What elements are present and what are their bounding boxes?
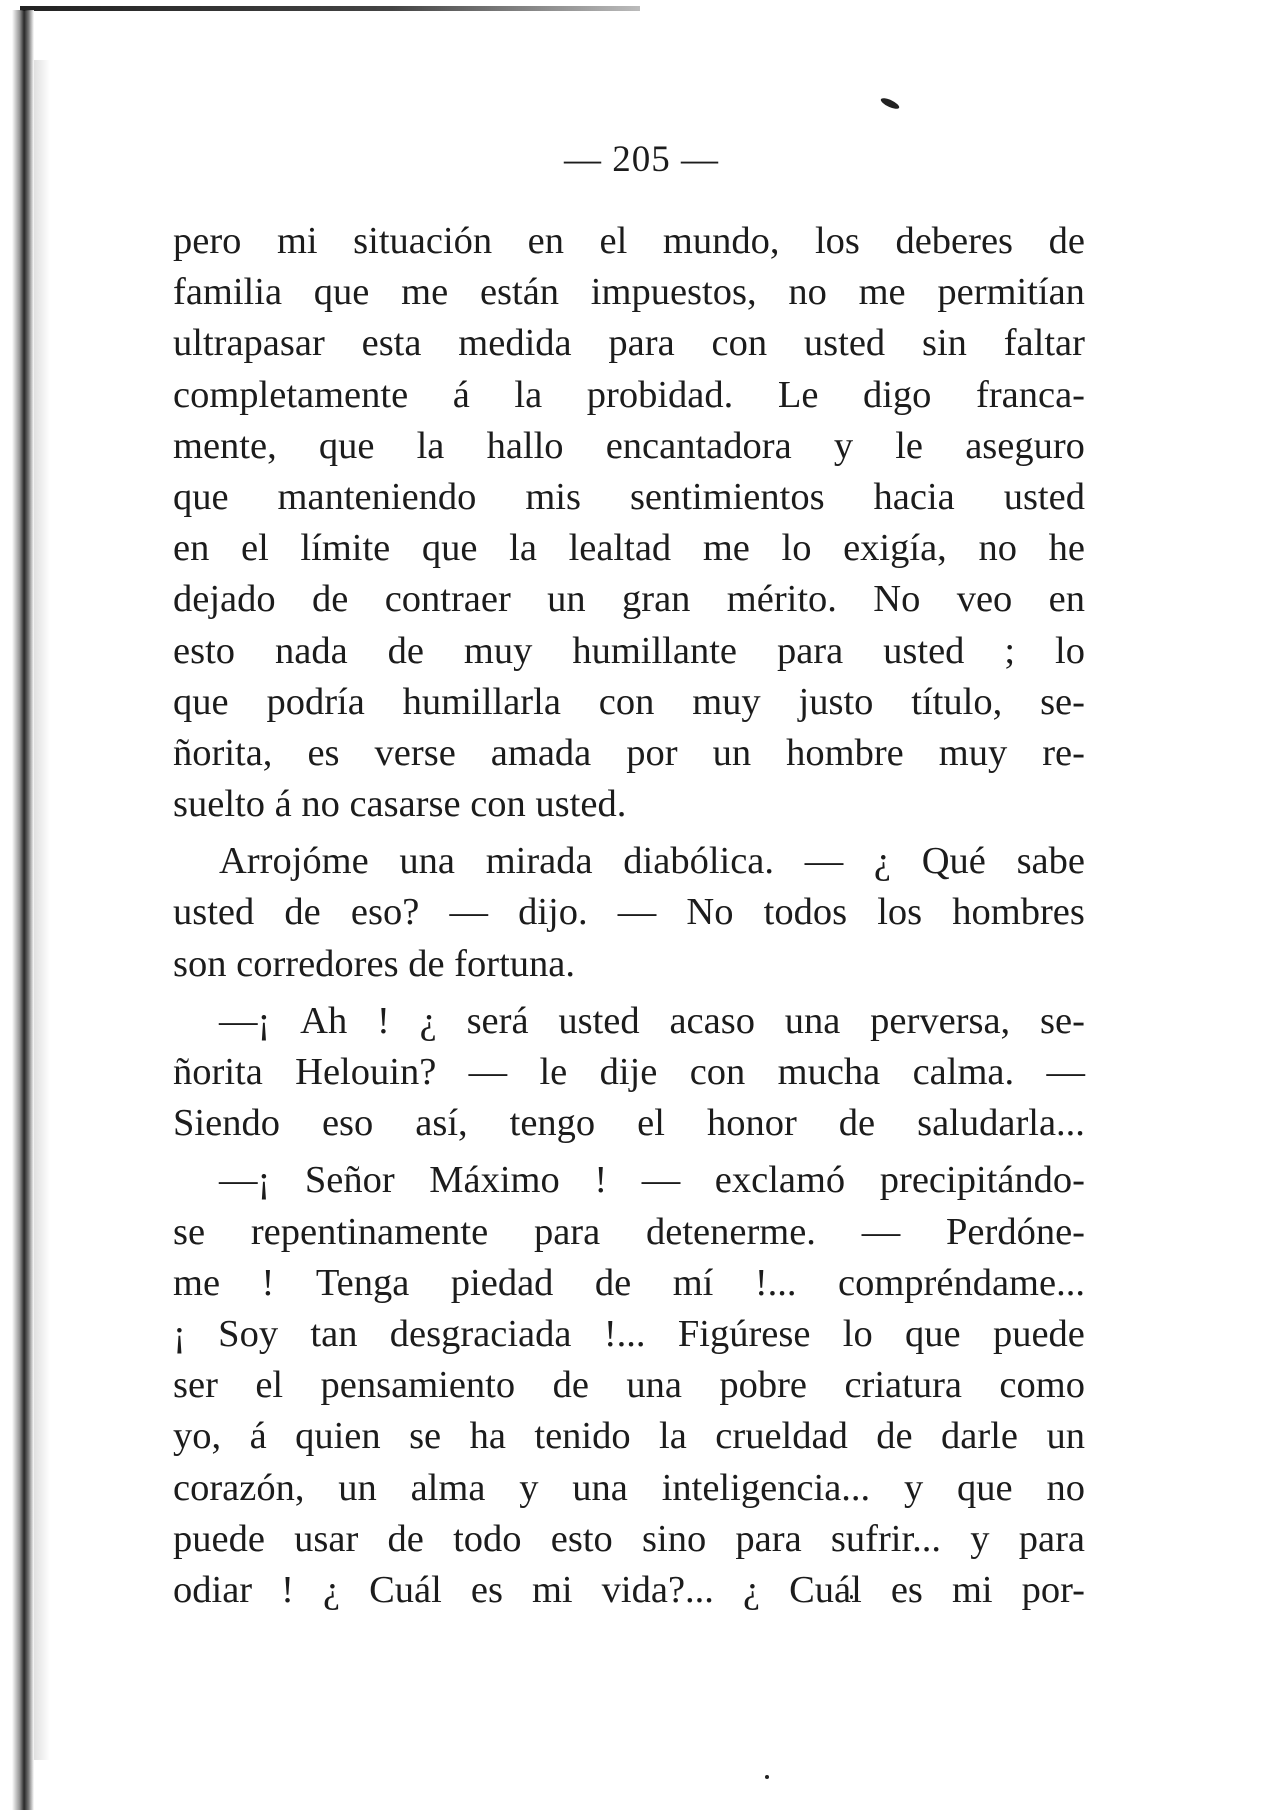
word: Ah [300, 999, 348, 1042]
word: de [552, 1364, 589, 1407]
word: acaso [669, 999, 755, 1042]
word: ! [377, 999, 390, 1042]
word: usted [883, 629, 965, 672]
word: muy [938, 731, 1008, 774]
word: será [466, 999, 529, 1042]
text-line [173, 472, 1085, 523]
word: la [509, 527, 537, 570]
word: Cuál [369, 1568, 442, 1611]
word: odiar [173, 1568, 253, 1611]
word: sentimientos [629, 475, 825, 518]
word: permitían [937, 271, 1085, 314]
word: no [788, 271, 827, 314]
word: dije [599, 1051, 658, 1093]
word: calma. [912, 1051, 1015, 1093]
word: muy [463, 629, 533, 672]
word: gran [622, 578, 691, 621]
word: una [784, 999, 841, 1042]
word: lo [842, 1312, 873, 1355]
word: — [641, 1159, 681, 1202]
word: ¿ [873, 840, 892, 883]
word: se [173, 1210, 206, 1253]
word: de [387, 629, 424, 672]
word: que [957, 1466, 1013, 1509]
word: usted [1003, 475, 1085, 518]
word: Siendo [173, 1102, 280, 1145]
word: son [173, 942, 237, 985]
word: puede [173, 1517, 265, 1560]
text-line [173, 370, 1085, 421]
word: lo [1055, 629, 1085, 672]
text-line [173, 626, 1085, 677]
word: ¡ [173, 1312, 186, 1355]
word: límite [300, 527, 391, 570]
word: ha [469, 1415, 506, 1458]
word: justo [798, 680, 874, 723]
word: ¿ [419, 999, 437, 1042]
text-line [173, 939, 1085, 990]
word: ñorita [173, 1051, 263, 1093]
word: mis [525, 475, 581, 518]
word: ! [594, 1159, 608, 1202]
word: !... [754, 1261, 797, 1304]
word: diabólica. [623, 840, 775, 883]
word: me [858, 271, 906, 314]
text-line [173, 267, 1085, 318]
word: mucha [777, 1051, 881, 1093]
text-line [173, 1155, 1085, 1206]
word: de [408, 942, 455, 985]
word: mérito. [726, 578, 837, 621]
word: en [173, 527, 210, 570]
word: en [1048, 578, 1085, 621]
text-line [173, 1309, 1085, 1360]
word: digo [862, 373, 932, 416]
text-line [173, 1360, 1085, 1411]
word: es [307, 731, 340, 774]
word: para [776, 629, 844, 672]
word: y [903, 1466, 924, 1509]
text-line [173, 1258, 1085, 1309]
word: de [387, 1517, 424, 1560]
ink-speck [879, 96, 900, 111]
text-line [173, 318, 1085, 369]
word: Helouin? [295, 1051, 437, 1093]
word: corazón, [173, 1466, 305, 1509]
word: para [1018, 1517, 1085, 1560]
word: crueldad [715, 1415, 848, 1458]
word: á [274, 783, 302, 826]
word: esta [361, 322, 422, 365]
word: — [804, 840, 844, 883]
word: por [626, 731, 678, 774]
text-line [173, 523, 1085, 574]
word: con [470, 783, 536, 826]
word: exigía, [843, 527, 947, 570]
word: — [468, 1051, 508, 1093]
ink-speck [765, 1775, 769, 1779]
word: con [598, 680, 655, 723]
word: corredores [236, 942, 409, 985]
word: pobre [719, 1364, 808, 1407]
word: suelto [173, 783, 275, 826]
word: !... [603, 1312, 646, 1355]
word: — [617, 891, 657, 934]
word: veo [956, 578, 1013, 621]
word: criatura [844, 1364, 962, 1407]
word: muy [692, 680, 761, 723]
word: por- [1021, 1568, 1085, 1611]
word: de [838, 1102, 876, 1145]
word: dejado [173, 578, 276, 621]
word: de [594, 1261, 632, 1304]
word: un [338, 1466, 377, 1509]
word: con [711, 322, 768, 365]
word: mundo, [662, 220, 780, 262]
word: sino [642, 1517, 707, 1560]
text-line [173, 216, 1085, 267]
word: en [527, 220, 565, 262]
word: el [240, 527, 269, 570]
word: usar [294, 1517, 359, 1560]
word: mi [276, 220, 318, 262]
word: impuestos, [590, 271, 757, 314]
word: Cuál [789, 1568, 862, 1611]
word: he [1048, 527, 1085, 570]
word: encantadora [605, 424, 792, 467]
word: ! [261, 1261, 275, 1304]
word: No [686, 891, 734, 934]
word: alma [410, 1466, 486, 1509]
word: pero [173, 220, 242, 262]
word: le [539, 1051, 568, 1093]
word: verse [374, 731, 456, 774]
word: tan [310, 1312, 358, 1355]
page-number: — 205 — [564, 139, 719, 180]
word: ser [173, 1364, 218, 1407]
word: fortuna. [454, 942, 575, 985]
word: título, [911, 680, 1003, 723]
text-line [173, 1411, 1085, 1462]
word: situación [353, 220, 493, 262]
word: que [313, 271, 370, 314]
word: honor [706, 1102, 797, 1145]
text-line [173, 779, 1085, 830]
word: lo [781, 527, 812, 570]
text-line [173, 1463, 1085, 1514]
word: re- [1042, 731, 1085, 774]
word: y [833, 424, 854, 467]
word: ultrapasar [173, 322, 325, 365]
word: podría [266, 680, 365, 723]
word: esto [550, 1517, 613, 1560]
word: puede [992, 1312, 1085, 1355]
word: tengo [509, 1102, 596, 1145]
word: — [861, 1210, 901, 1253]
word: sin [921, 322, 967, 365]
text-line [173, 677, 1085, 728]
word: una [626, 1364, 682, 1407]
text-line [173, 996, 1085, 1047]
text-line [173, 1514, 1085, 1565]
word: completamente [173, 373, 409, 416]
text-line [173, 728, 1085, 779]
word: hombre [786, 731, 904, 774]
word: mi [951, 1568, 993, 1611]
word: que [173, 680, 229, 723]
word: familia [173, 271, 283, 314]
word: todos [763, 891, 848, 934]
word: ¿ [742, 1568, 761, 1611]
binding-edge [12, 10, 34, 1810]
word: usted [803, 322, 886, 365]
word: mirada [485, 840, 593, 883]
word: la [416, 424, 445, 467]
word: probidad. [586, 373, 734, 416]
word: un [1046, 1415, 1085, 1458]
word: Soy [218, 1312, 279, 1355]
text-line [173, 887, 1085, 938]
word: y [970, 1517, 990, 1560]
word: saludarla... [917, 1102, 1085, 1145]
word: Máximo [429, 1159, 560, 1202]
word: hacia [873, 475, 955, 518]
word: mí [672, 1261, 714, 1304]
text-line [173, 421, 1085, 472]
word: darle [941, 1415, 1018, 1458]
word: para [735, 1517, 802, 1560]
word: humillante [572, 629, 737, 672]
word: franca- [976, 373, 1085, 416]
word: me [401, 271, 449, 314]
text-line [173, 1207, 1085, 1258]
word: que [173, 475, 229, 518]
word: para [533, 1210, 601, 1253]
word: el [637, 1102, 665, 1145]
binding-shadow [34, 60, 50, 1760]
word: desgraciada [389, 1312, 572, 1355]
word: —¡ [219, 999, 271, 1042]
word: Qué [921, 840, 986, 883]
word: que [905, 1312, 961, 1355]
word: Figúrese [677, 1312, 811, 1355]
word: como [999, 1364, 1085, 1407]
word: el [255, 1364, 284, 1407]
word: ! [281, 1568, 294, 1611]
text-line [173, 1047, 1085, 1098]
word: faltar [1003, 322, 1085, 365]
word: lealtad [568, 527, 672, 570]
word: le [895, 424, 924, 467]
word: un [712, 731, 752, 774]
word: un [547, 578, 586, 621]
word: es [890, 1568, 923, 1611]
word: — [1046, 1051, 1085, 1093]
word: eso [321, 1102, 374, 1145]
word: perversa, [870, 999, 1011, 1042]
word: casarse [349, 783, 471, 826]
word: Perdóne- [946, 1210, 1085, 1253]
word: están [479, 271, 560, 314]
text-line [173, 574, 1085, 625]
word: á [452, 373, 470, 416]
word: manteniendo [277, 475, 477, 518]
word: á [249, 1415, 267, 1458]
word: hallo [486, 424, 564, 467]
word: tenido [534, 1415, 631, 1458]
word: todo [453, 1517, 522, 1560]
word: los [814, 220, 860, 262]
word: humillarla [402, 680, 561, 723]
word: se- [1040, 680, 1085, 723]
text-line [173, 1098, 1085, 1149]
word: de [284, 891, 321, 934]
word: de [876, 1415, 913, 1458]
word: exclamó [714, 1159, 846, 1202]
word: eso? [350, 891, 420, 934]
word: Señor [304, 1159, 395, 1202]
text-line [173, 1565, 1085, 1616]
word: nada [274, 629, 348, 672]
word: ¿ [323, 1568, 341, 1611]
word: esto [173, 629, 236, 672]
word: Le [777, 373, 819, 416]
word: la [659, 1415, 687, 1458]
word: deberes [895, 220, 1014, 262]
word: yo, [173, 1415, 222, 1458]
word: no [978, 527, 1017, 570]
word: compréndame... [838, 1261, 1085, 1304]
word: sufrir... [830, 1517, 942, 1560]
word: contraer [384, 578, 511, 621]
word: No [873, 578, 921, 621]
word: mi [531, 1568, 573, 1611]
word: se [409, 1415, 442, 1458]
word: la [514, 373, 543, 416]
word: inteligencia... [661, 1466, 871, 1509]
word: de [311, 578, 349, 621]
word: ñorita, [173, 731, 273, 774]
word: repentinamente [250, 1210, 489, 1253]
word: usted [558, 999, 640, 1042]
word: y [519, 1466, 539, 1509]
word: los [877, 891, 923, 934]
word: precipitándo- [879, 1159, 1085, 1202]
word: quien [295, 1415, 381, 1458]
word: el [599, 220, 628, 262]
word: piedad [450, 1261, 554, 1304]
word: aseguro [965, 424, 1085, 467]
word: usted [173, 891, 255, 934]
word: medida [458, 322, 572, 365]
word: dijo. [518, 891, 588, 934]
word: pensamiento [320, 1364, 516, 1407]
word: una [572, 1466, 628, 1509]
word: es [470, 1568, 503, 1611]
word: ; [1004, 629, 1016, 672]
word: una [399, 840, 455, 883]
word: — [449, 891, 488, 934]
word: que [421, 527, 478, 570]
body-text [173, 216, 1085, 1616]
word: no [1046, 1466, 1085, 1509]
word: vida?... [601, 1568, 714, 1611]
word: sabe [1016, 840, 1085, 883]
word: hombres [952, 891, 1085, 934]
word: amada [490, 731, 592, 774]
word: me [702, 527, 750, 570]
word: detenerme. [645, 1210, 816, 1253]
word: con [689, 1051, 746, 1093]
word: así, [415, 1102, 468, 1145]
top-edge-rule [20, 6, 640, 11]
word: no [301, 783, 350, 826]
text-line [173, 836, 1085, 887]
word: Arrojóme [219, 840, 369, 883]
word: que [318, 424, 375, 467]
word: —¡ [219, 1159, 271, 1202]
word: se- [1040, 999, 1085, 1042]
word: de [1048, 220, 1085, 262]
word: para [608, 322, 675, 365]
word: mente, [173, 424, 277, 467]
word: usted. [535, 783, 627, 826]
word: Tenga [315, 1261, 410, 1304]
word: me [173, 1261, 221, 1304]
